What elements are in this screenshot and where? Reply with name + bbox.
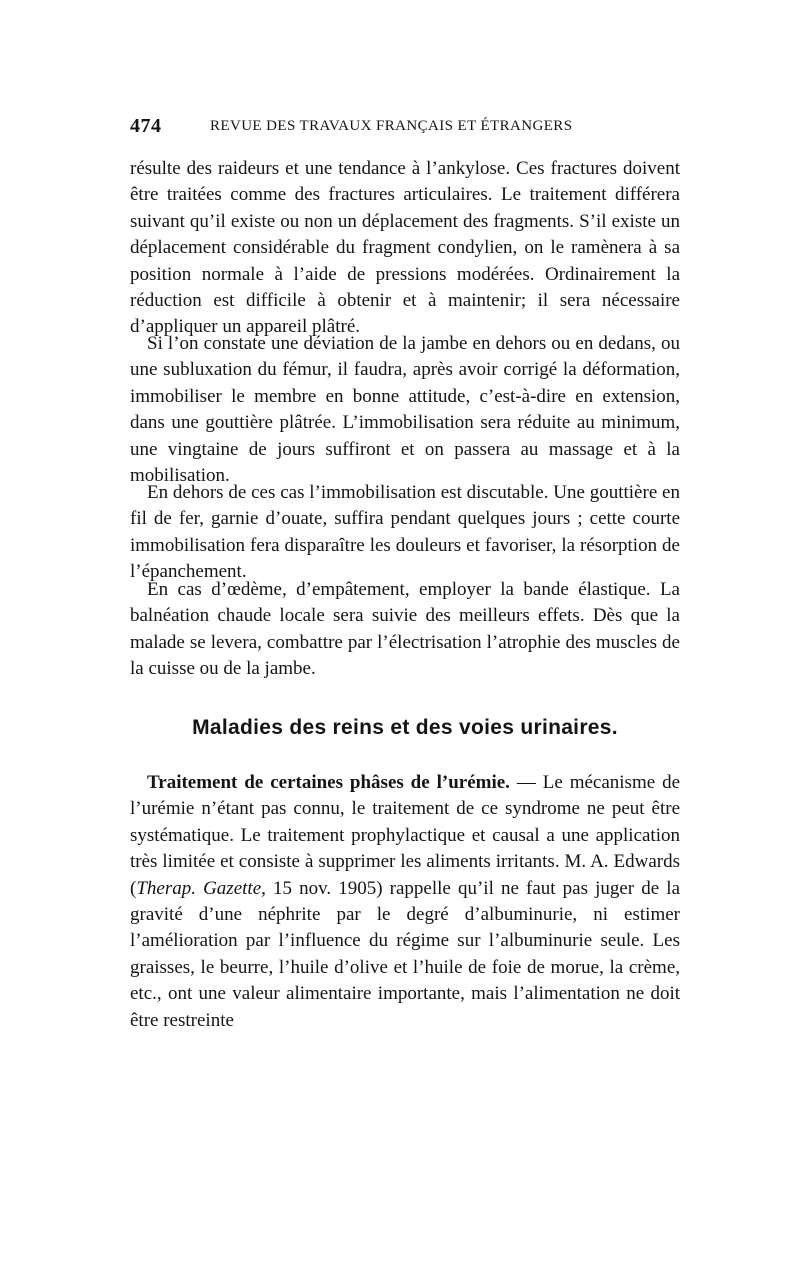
article-text-intro: Le mécanisme de l’urémie n’étant pas connu, le traitement de ce syndrome ne peut être systématique. Le traitement prophylactique et causal a une application très limitée et consiste à supprimer les aliments irritants. M. A. Edwards ( <box>130 772 681 899</box>
paragraph-deviation: Si l’on constate une déviation de la jambe en dehors ou en dedans, ou une subluxation du fémur, il faudra, après avoir corrigé la déformation, immobiliser le membre en bonne attitude, c’est-à-dire en extension, dans une gouttière plâtrée. L’immobilisation sera réduite au minimum, une vingtaine de jours suffiront et on passera au massage et à la mobilisation. <box>130 333 680 487</box>
running-head <box>130 115 680 143</box>
article-separator: — <box>509 772 543 793</box>
article-title: Traitement de certaines phâses de l’urémie. <box>147 772 510 793</box>
citation-date: 15 nov. 1905) <box>265 877 383 899</box>
page-number: 474 <box>130 115 162 137</box>
citation-journal: Therap. Gazette, <box>136 877 266 899</box>
article-text-continued: rappelle qu’il ne faut pas juger de la gravité d’une néphrite par le degré d’albuminurie, ni estimer l’amélioration par l’influence du régime sur l’albuminurie seule. Les graisses, le beurre, l’huile d’olive et l’huile de foie de morue, la crème, etc., ont une valeur alimentaire importante, mais l’alimentation ne doit être restreinte <box>130 877 681 1031</box>
section-title: Maladies des reins et des voies urinaires. <box>192 716 618 739</box>
paragraph-fracture-treatment: résulte des raideurs et une tendance à l’ankylose. Ces fractures doivent être traitées comme des fractures articulaires. Le traitement différera suivant qu’il existe ou non un déplacement des fragments. S’il existe un déplacement considérable du fragment condylien, on le ramènera à sa position normale à l’aide de pressions modérées. Ordinairement la réduction est difficile à obtenir et à maintenir; il sera nécessaire d’appliquer un appareil plâtré. <box>130 158 680 338</box>
paragraph-uremia <box>130 770 680 1034</box>
journal-title: REVUE DES TRAVAUX FRANÇAIS ET ÉTRANGERS <box>210 118 573 134</box>
paragraph-oedema: En cas d’œdème, d’empâtement, employer la bande élastique. La balnéation chaude locale sera suivie des meilleurs effets. Dès que la malade se levera, combattre par l’électrisation l’atrophie des muscles de la cuisse ou de la jambe. <box>130 579 680 680</box>
paragraph-immobilisation: En dehors de ces cas l’immobilisation est discutable. Une gouttière en fil de fer, garnie d’ouate, suffira pendant quelques jours ; cette courte immobilisation fera disparaître les douleurs et favoriser, la résorption de l’épanchement. <box>130 482 680 583</box>
